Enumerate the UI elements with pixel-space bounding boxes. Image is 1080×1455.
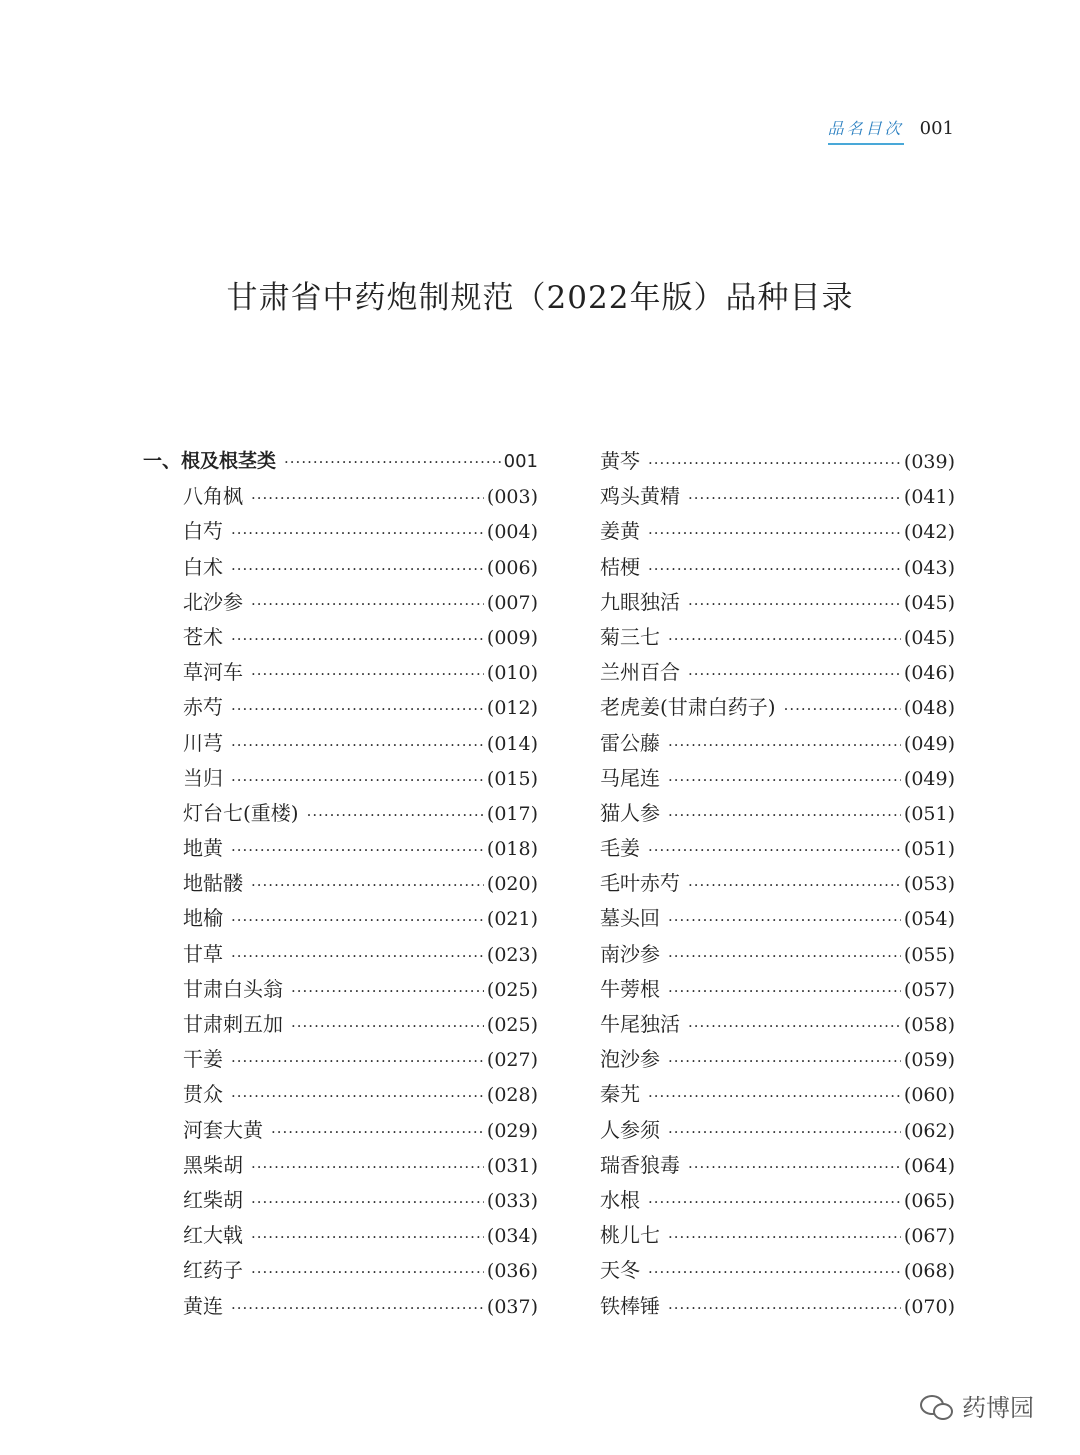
toc-entry-page: (045) xyxy=(903,626,955,649)
watermark-text: 药博园 xyxy=(962,1394,1034,1422)
toc-entry-name: 甘肃白头翁 xyxy=(183,976,283,1001)
toc-dot-leader xyxy=(231,1291,484,1326)
toc-entry-page: (007) xyxy=(486,591,538,614)
toc-dot-leader xyxy=(688,657,901,692)
toc-entry xyxy=(600,796,955,831)
toc-entry xyxy=(600,550,955,585)
toc-dot-leader xyxy=(668,728,901,763)
toc-entry-name: 九眼独活 xyxy=(600,589,680,614)
toc-entry-name: 猫人参 xyxy=(600,800,660,825)
toc-dot-leader xyxy=(648,833,901,868)
toc-dot-leader xyxy=(251,657,484,692)
toc-entry xyxy=(143,901,538,936)
toc-entry-page: (057) xyxy=(903,978,955,1001)
toc-dot-leader xyxy=(648,1255,901,1290)
toc-entry-name: 天冬 xyxy=(600,1258,640,1283)
toc-dot-leader xyxy=(307,798,484,833)
toc-entry xyxy=(143,1218,538,1253)
toc-entry xyxy=(143,1253,538,1288)
toc-dot-leader xyxy=(688,1150,901,1185)
toc-entry-page: (020) xyxy=(486,873,538,896)
toc-entry-page: (025) xyxy=(486,1014,538,1036)
toc-dot-leader xyxy=(231,622,484,657)
toc-dot-leader xyxy=(251,587,484,622)
toc-entry-page: (054) xyxy=(903,908,955,931)
toc-entry-name: 铁棒锤 xyxy=(600,1293,660,1318)
toc-dot-leader xyxy=(231,833,484,868)
toc-dot-leader xyxy=(668,798,901,833)
toc-dot-leader xyxy=(284,445,501,480)
toc-entry xyxy=(143,1183,538,1218)
toc-dot-leader xyxy=(668,1291,901,1326)
toc-entry-page: (028) xyxy=(486,1084,538,1107)
toc-dot-leader xyxy=(688,868,901,903)
toc-entry xyxy=(143,620,538,655)
toc-dot-leader xyxy=(231,552,484,587)
toc-dot-leader xyxy=(668,974,901,1009)
toc-entry xyxy=(600,585,955,620)
toc-section-heading xyxy=(143,444,538,479)
toc-entry-page: (014) xyxy=(486,732,538,755)
toc-entry-page: (048) xyxy=(903,697,955,720)
toc-entry-page: (046) xyxy=(903,662,955,685)
toc-entry-name: 干姜 xyxy=(183,1047,223,1072)
toc-entry xyxy=(600,866,955,901)
toc-entry-name: 白术 xyxy=(183,554,223,579)
toc-dot-leader xyxy=(648,1079,901,1114)
toc-dot-leader xyxy=(668,1115,901,1150)
page-number: 001 xyxy=(919,118,954,139)
toc-entry-name: 毛叶赤芍 xyxy=(600,871,680,896)
toc-entry-page: (059) xyxy=(903,1049,955,1072)
toc-entry xyxy=(143,972,538,1007)
toc-entry xyxy=(600,620,955,655)
toc-entry xyxy=(143,585,538,620)
toc-left-column xyxy=(143,444,538,1324)
toc-entry xyxy=(600,1007,955,1042)
toc-entry-page: (049) xyxy=(903,767,955,790)
wechat-icon xyxy=(920,1393,954,1419)
toc-dot-leader xyxy=(271,1115,484,1150)
toc-entry-page: (043) xyxy=(903,556,955,579)
toc-entry-name: 红药子 xyxy=(183,1258,243,1283)
toc-entry-page: (023) xyxy=(486,943,538,966)
toc-entry xyxy=(143,796,538,831)
toc-entry-page: 001 xyxy=(503,451,538,472)
toc-dot-leader xyxy=(231,763,484,798)
toc-entry-name: 八角枫 xyxy=(183,484,243,509)
toc-entry-name: 赤芍 xyxy=(183,695,223,720)
toc-entry xyxy=(143,831,538,866)
toc-entry xyxy=(600,1289,955,1324)
toc-entry xyxy=(143,479,538,514)
toc-dot-leader xyxy=(251,481,484,516)
toc-dot-leader xyxy=(668,763,901,798)
toc-entry-name: 鸡头黄精 xyxy=(600,484,680,509)
toc-entry xyxy=(143,761,538,796)
toc-entry-page: (062) xyxy=(903,1119,955,1142)
toc-dot-leader xyxy=(251,1255,484,1290)
section-label: 品名目次 xyxy=(828,116,904,145)
toc-dot-leader xyxy=(648,446,901,481)
toc-entry-page: (018) xyxy=(486,838,538,861)
toc-entry-name: 河套大黄 xyxy=(183,1117,263,1142)
toc-dot-leader xyxy=(231,516,484,551)
toc-dot-leader xyxy=(251,868,484,903)
toc-entry-name: 当归 xyxy=(183,765,223,790)
toc-entry xyxy=(143,937,538,972)
toc-entry xyxy=(600,444,955,479)
toc-dot-leader xyxy=(784,692,901,727)
toc-entry-name: 菊三七 xyxy=(600,624,660,649)
toc-entry xyxy=(600,901,955,936)
toc-entry-name: 泡沙参 xyxy=(600,1047,660,1072)
toc-entry-name: 苍术 xyxy=(183,624,223,649)
watermark xyxy=(920,1388,1034,1423)
toc-entry-name: 墓头回 xyxy=(600,906,660,931)
toc-dot-leader xyxy=(648,1185,901,1220)
toc-entry-name: 甘草 xyxy=(183,941,223,966)
toc-entry xyxy=(600,1042,955,1077)
toc-entry-page: (037) xyxy=(486,1295,538,1318)
toc-entry-page: (010) xyxy=(486,662,538,685)
toc-dot-leader xyxy=(291,974,484,1009)
toc-entry xyxy=(600,1183,955,1218)
toc-entry-name: 南沙参 xyxy=(600,941,660,966)
toc-entry-page: (004) xyxy=(486,521,538,544)
toc-entry xyxy=(600,514,955,549)
toc-entry xyxy=(600,655,955,690)
toc-dot-leader xyxy=(668,1044,901,1079)
toc-entry xyxy=(143,514,538,549)
toc-entry-page: (003) xyxy=(486,486,538,509)
toc-entry-page: (070) xyxy=(903,1295,955,1318)
toc-entry xyxy=(600,1218,955,1253)
toc-entry-page: (036) xyxy=(486,1260,538,1283)
toc-entry-name: 一、根及根茎类 xyxy=(143,450,277,472)
toc-entry xyxy=(143,1042,538,1077)
toc-entry-page: (045) xyxy=(903,591,955,614)
toc-entry-page: (058) xyxy=(903,1014,955,1036)
toc-dot-leader xyxy=(688,587,901,622)
toc-entry-page: (042) xyxy=(903,521,955,544)
toc-dot-leader xyxy=(648,552,901,587)
toc-entry-name: 牛蒡根 xyxy=(600,976,660,1001)
toc-dot-leader xyxy=(668,622,901,657)
toc-entry-name: 黄连 xyxy=(183,1293,223,1318)
toc-entry-name: 毛姜 xyxy=(600,836,640,861)
toc-dot-leader xyxy=(251,1150,484,1185)
toc-entry-page: (051) xyxy=(903,838,955,861)
toc-entry-page: (051) xyxy=(903,802,955,825)
toc-dot-leader xyxy=(231,903,484,938)
toc-entry-page: (055) xyxy=(903,943,955,966)
toc-entry xyxy=(143,550,538,585)
toc-entry-name: 地骷髅 xyxy=(183,871,243,896)
toc-dot-leader xyxy=(231,728,484,763)
toc-dot-leader xyxy=(688,1009,901,1044)
toc-entry-page: (029) xyxy=(486,1119,538,1142)
toc-entry-page: (060) xyxy=(903,1084,955,1107)
toc-entry-page: (021) xyxy=(486,908,538,931)
toc-entry-name: 马尾连 xyxy=(600,765,660,790)
toc-entry xyxy=(600,1253,955,1288)
toc-entry-page: (053) xyxy=(903,873,955,896)
toc-entry-page: (064) xyxy=(903,1154,955,1177)
toc-entry-name: 桃儿七 xyxy=(600,1223,660,1248)
toc-entry-name: 桔梗 xyxy=(600,554,640,579)
toc-entry-name: 姜黄 xyxy=(600,519,640,544)
toc-dot-leader xyxy=(291,1009,484,1044)
toc-right-column xyxy=(600,444,955,1324)
toc-entry-name: 北沙参 xyxy=(183,589,243,614)
toc-entry-page: (012) xyxy=(486,697,538,720)
toc-dot-leader xyxy=(231,1079,484,1114)
toc-entry xyxy=(600,1077,955,1112)
toc-entry xyxy=(143,655,538,690)
toc-entry-name: 黄芩 xyxy=(600,449,640,473)
toc-entry xyxy=(600,761,955,796)
toc-entry-name: 雷公藤 xyxy=(600,730,660,755)
toc-entry xyxy=(143,726,538,761)
toc-dot-leader xyxy=(668,939,901,974)
toc-dot-leader xyxy=(688,481,901,516)
toc-entry-name: 贯众 xyxy=(183,1082,223,1107)
toc-entry-name: 黑柴胡 xyxy=(183,1152,243,1177)
toc-dot-leader xyxy=(231,939,484,974)
toc-entry xyxy=(600,1113,955,1148)
toc-dot-leader xyxy=(668,1220,901,1255)
toc-entry xyxy=(143,1148,538,1183)
toc-entry-page: (015) xyxy=(486,767,538,790)
toc-entry-page: (031) xyxy=(486,1154,538,1177)
toc-entry xyxy=(600,479,955,514)
toc-dot-leader xyxy=(251,1185,484,1220)
toc-entry-name: 瑞香狼毒 xyxy=(600,1152,680,1177)
toc-entry-name: 红大戟 xyxy=(183,1223,243,1248)
toc-entry-name: 人参须 xyxy=(600,1117,660,1142)
toc-dot-leader xyxy=(668,903,901,938)
document-title: 甘肃省中药炮制规范（2022年版）品种目录 xyxy=(226,280,854,316)
toc-dot-leader xyxy=(648,516,901,551)
toc-entry-name: 牛尾独活 xyxy=(600,1012,680,1036)
toc-entry-name: 水根 xyxy=(600,1187,640,1212)
toc-dot-leader xyxy=(251,1220,484,1255)
toc-entry xyxy=(600,726,955,761)
running-header xyxy=(828,116,954,145)
toc-entry-name: 甘肃刺五加 xyxy=(183,1012,283,1036)
toc-entry xyxy=(143,1289,538,1324)
toc-entry-name: 川芎 xyxy=(183,730,223,755)
toc-entry-page: (034) xyxy=(486,1225,538,1248)
toc-entry-name: 地榆 xyxy=(183,906,223,931)
toc-entry-page: (065) xyxy=(903,1189,955,1212)
toc-dot-leader xyxy=(231,692,484,727)
toc-entry-page: (027) xyxy=(486,1049,538,1072)
toc-entry xyxy=(600,831,955,866)
toc-entry-name: 草河车 xyxy=(183,660,243,685)
toc-entry-page: (006) xyxy=(486,556,538,579)
toc-entry-page: (009) xyxy=(486,626,538,649)
toc-entry-name: 老虎姜(甘肃白药子) xyxy=(600,695,776,720)
toc-entry-name: 灯台七(重楼) xyxy=(183,800,299,825)
toc-entry-page: (025) xyxy=(486,978,538,1001)
toc-entry-page: (017) xyxy=(486,802,538,825)
toc-entry xyxy=(600,972,955,1007)
toc-entry xyxy=(143,1077,538,1112)
toc-entry-name: 秦艽 xyxy=(600,1082,640,1107)
toc-dot-leader xyxy=(231,1044,484,1079)
toc-entry-page: (039) xyxy=(903,451,955,473)
toc-entry xyxy=(143,866,538,901)
toc-entry-page: (033) xyxy=(486,1189,538,1212)
toc-entry-name: 地黄 xyxy=(183,836,223,861)
toc-entry-name: 红柴胡 xyxy=(183,1187,243,1212)
toc-entry-page: (067) xyxy=(903,1225,955,1248)
toc-entry-page: (068) xyxy=(903,1260,955,1283)
toc-entry xyxy=(600,937,955,972)
toc-entry-page: (049) xyxy=(903,732,955,755)
toc-entry-name: 白芍 xyxy=(183,519,223,544)
toc-entry-page: (041) xyxy=(903,486,955,509)
toc-entry xyxy=(143,690,538,725)
toc-entry xyxy=(143,1113,538,1148)
toc-entry xyxy=(600,690,955,725)
toc-entry-name: 兰州百合 xyxy=(600,660,680,685)
toc-entry xyxy=(143,1007,538,1042)
toc-entry xyxy=(600,1148,955,1183)
